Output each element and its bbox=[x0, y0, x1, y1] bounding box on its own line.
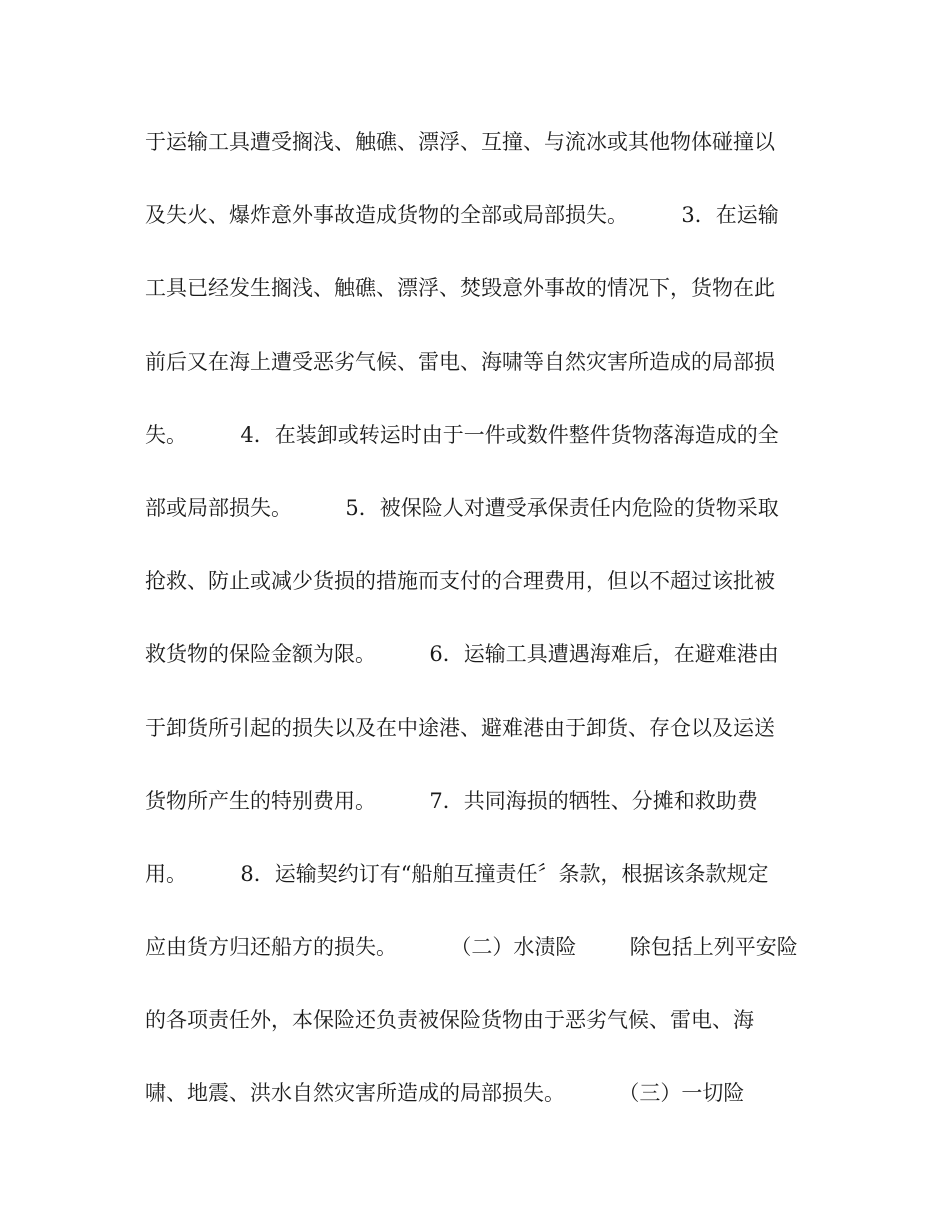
text-line-9: 于卸货所引起的损失以及在中途港、避难港由于卸货、存仓以及运送 bbox=[145, 715, 775, 740]
text-line-3: 工具已经发生搁浅、触礁、漂浮、焚毁意外事故的情况下，货物在此 bbox=[145, 276, 775, 301]
text-line-8: 救货物的保险金额为限。 6．运输工具遭遇海难后，在避难港由 bbox=[145, 642, 779, 667]
text-line-13: 的各项责任外，本保险还负责被保险货物由于恶劣气候、雷电、海 bbox=[145, 1008, 754, 1033]
text-line-11: 用。 8．运输契约订有“船舶互撞责任〞条款，根据该条款规定 bbox=[145, 861, 769, 886]
text-line-1: 于运输工具遭受搁浅、触礁、漂浮、互撞、与流冰或其他物体碰撞以 bbox=[145, 130, 775, 154]
text-line-6: 部或局部损失。 5．被保险人对遭受承保责任内危险的货物采取 bbox=[145, 495, 779, 520]
text-line-7: 抢救、防止或减少货损的措施而支付的合理费用，但以不超过该批被 bbox=[145, 569, 775, 594]
text-line-12: 应由货方归还船方的损失。 （二）水渍险 除包括上列平安险 bbox=[145, 935, 798, 960]
text-line-5: 失。 4．在装卸或转运时由于一件或数件整件货物落海造成的全 bbox=[145, 422, 779, 447]
text-line-10: 货物所产生的特别费用。 7．共同海损的牺牲、分摊和救助费 bbox=[145, 788, 758, 813]
text-line-2: 及失火、爆炸意外事故造成货物的全部或局部损失。 3．在运输 bbox=[145, 203, 779, 228]
text-line-14: 啸、地震、洪水自然灾害所造成的局部损失。 （三）一切险 bbox=[145, 1081, 745, 1106]
body-text bbox=[145, 112, 805, 1137]
text-line-4: 前后又在海上遭受恶劣气候、雷电、海啸等自然灾害所造成的局部损 bbox=[145, 349, 775, 374]
